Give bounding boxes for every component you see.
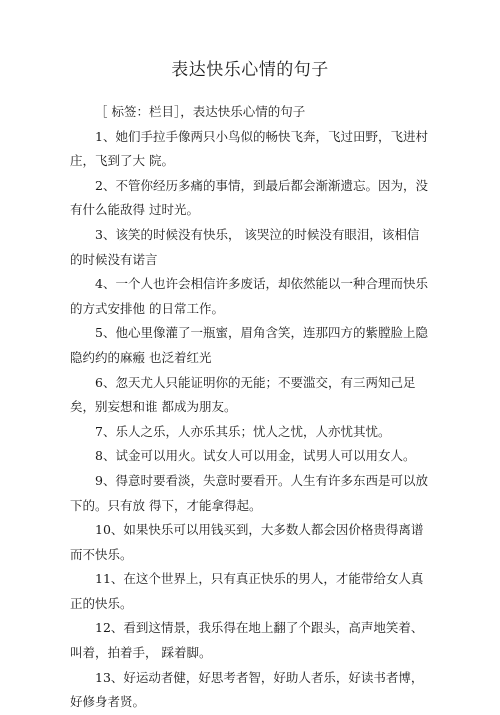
list-item: 7、乐人之乐，人亦乐其乐；忧人之忧，人亦忧其忧。 [95,423,391,439]
list-item: 9、得意时要看淡，失意时要看开。人生有许多东西是可以放下的。只有放 得下，才能拿得起。 [70,472,428,513]
list-item: 10、如果快乐可以用钱买到，大多数人都会因价格贵得离谱而不快乐。 [70,522,424,562]
list-item: 13、好运动者健，好思考者智，好助人者乐，好读书者博，好修身者贤。 [70,669,424,710]
list-item: 4、一个人也许会相信许多废话，却依然能以一种合理而快乐的方式安排他 的日常工作。 [70,276,428,316]
list-item: 3、该笑的时候没有快乐， 该哭泣的时候没有眼泪，该相信的时候没有诺言 [70,226,420,267]
document-body [70,100,430,715]
list-item: 6、忽天尤人只能证明你的无能；不要滥交，有三两知己足矣，别妄想和谁 都成为朋友。 [70,374,416,415]
list-item: 8、试金可以用火。试女人可以用金，试男人可以用女人。 [95,448,416,464]
tag-line: ［ 标签：栏目］，表达快乐心情的句子 [95,104,306,119]
list-item: 2、不管你经历多痛的事情，到最后都会渐渐遗忘。因为，没有什么能敌得 过时光。 [70,177,428,218]
list-item: 11、在这个世界上，只有真正快乐的男人，才能带给女人真正的快乐。 [70,571,424,611]
list-item: 1、她们手拉手像两只小鸟似的畅快飞奔，飞过田野，飞进村庄，飞到了大 院。 [70,128,428,169]
list-item: 12、看到这情景，我乐得在地上翻了个跟头，高声地笑着、叫着，拍着手， 踩着脚。 [70,620,424,661]
list-item: 5、他心里像灌了一瓶蜜，眉角含笑，连那四方的紫膛脸上隐隐约约的麻瘢 也泛着红光 [70,325,428,365]
page-title: 表达快乐心情的句子 [171,60,329,80]
